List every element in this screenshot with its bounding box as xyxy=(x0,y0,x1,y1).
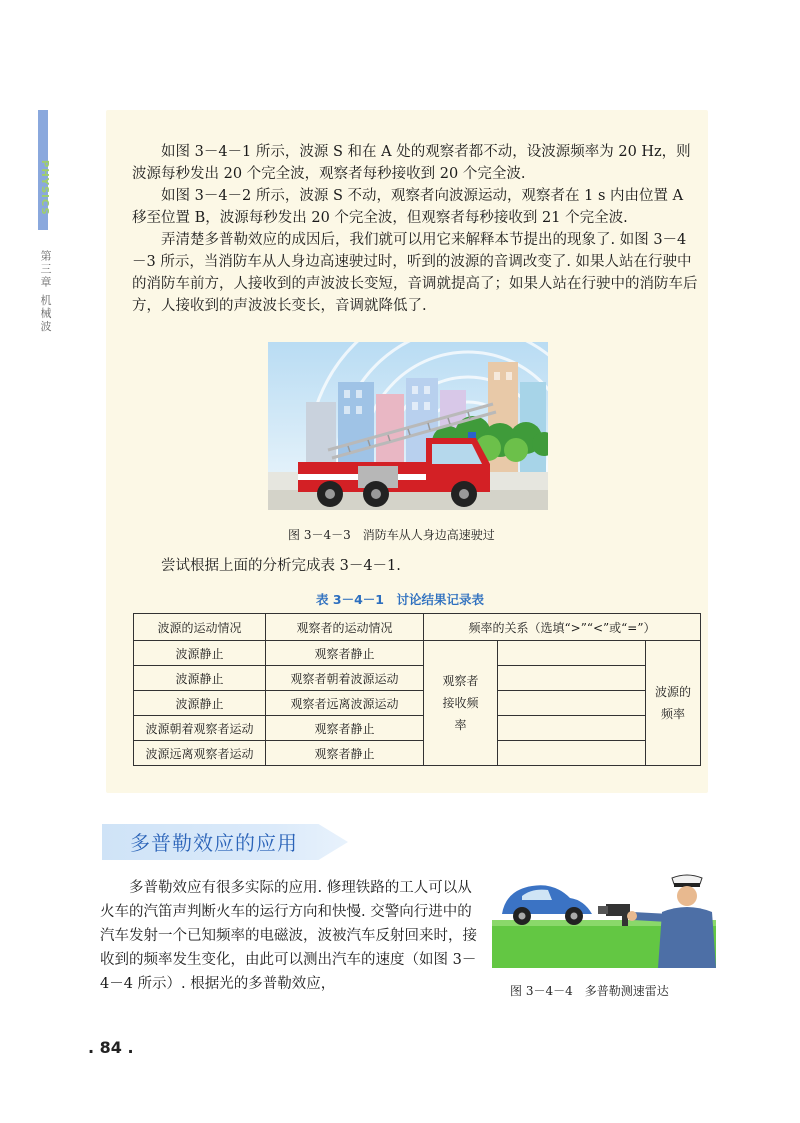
table-row xyxy=(134,716,701,741)
source-frequency-cell xyxy=(646,641,701,766)
observer-frequency-label: 观察者接收频率 xyxy=(442,674,479,732)
chapter-label: 第三章 机械波 xyxy=(39,250,52,334)
cell-source: 波源远离观察者运动 xyxy=(134,741,266,766)
table-row xyxy=(134,641,701,666)
header-frequency-relation: 频率的关系（选填“>”“<”或“=”） xyxy=(424,614,701,641)
cell-observer: 观察者朝着波源运动 xyxy=(266,666,424,691)
table-row xyxy=(134,666,701,691)
cell-source: 波源朝着观察者运动 xyxy=(134,716,266,741)
figure2-caption: 图 3－4－4 多普勒测速雷达 xyxy=(510,984,669,998)
table-header-row xyxy=(134,614,701,641)
answer-cell[interactable] xyxy=(498,716,646,741)
physics-label: PHYSICS xyxy=(39,160,50,216)
cell-source: 波源静止 xyxy=(134,666,266,691)
header-observer-motion: 观察者的运动情况 xyxy=(266,614,424,641)
header-source-motion: 波源的运动情况 xyxy=(134,614,266,641)
observer-frequency-cell xyxy=(424,641,498,766)
figure1-caption: 图 3－4－3 消防车从人身边高速驶过 xyxy=(288,528,495,542)
paragraph-1: 如图 3－4－1 所示，波源 S 和在 A 处的观察者都不动，设波源频率为 20 Hz，则波源每秒发出 20 个完全波，观察者每秒接收到 20 个完全波. xyxy=(132,144,691,182)
cell-observer: 观察者静止 xyxy=(266,716,424,741)
answer-cell[interactable] xyxy=(498,641,646,666)
cell-source: 波源静止 xyxy=(134,691,266,716)
radar-illustration xyxy=(492,868,716,968)
table-row xyxy=(134,691,701,716)
paragraph-3: 弄清楚多普勒效应的成因后，我们就可以用它来解释本节提出的现象了. 如图 3－4－3 所示，当消防车从人身边高速驶过时，听到的波源的音调改变了. 如果人站在行驶中的消防车前方，人接收到的声波波长变短，音调就提高了；如果人站在行驶中的消防车后方，人接收到的声波波长变长，音调就降低了. xyxy=(132,232,698,314)
table-title: 表 3－4－1 讨论结果记录表 xyxy=(316,592,484,607)
answer-cell[interactable] xyxy=(498,691,646,716)
page-number: . 84 . xyxy=(88,1038,134,1057)
instruction-text: 尝试根据上面的分析完成表 3－4－1. xyxy=(161,558,401,574)
cell-source: 波源静止 xyxy=(134,641,266,666)
fire-truck-scene-icon xyxy=(268,342,548,510)
section-title: 多普勒效应的应用 xyxy=(130,831,298,855)
answer-cell[interactable] xyxy=(498,741,646,766)
section-body: 多普勒效应有很多实际的应用. 修理铁路的工人可以从火车的汽笛声判断火车的运行方向和快慢. 交警向行进中的汽车发射一个已知频率的电磁波，波被汽车反射回来时，接收到的频率发生变化，由此可以测出汽车的速度（如图 3－4－4 所示）. 根据光的多普勒效应， xyxy=(100,880,477,992)
paragraph-2: 如图 3－4－2 所示，波源 S 不动，观察者向波源运动，观察者在 1 s 内由位置 A 移至位置 B，波源每秒发出 20 个完全波，但观察者每秒接收到 21 个完全波. xyxy=(132,188,684,226)
cell-observer: 观察者静止 xyxy=(266,641,424,666)
cell-observer: 观察者远离波源运动 xyxy=(266,691,424,716)
result-table xyxy=(133,613,701,766)
answer-cell[interactable] xyxy=(498,666,646,691)
source-frequency-label: 波源的频率 xyxy=(655,685,692,721)
table-row xyxy=(134,741,701,766)
speed-radar-scene-icon xyxy=(492,868,716,968)
fire-truck-illustration xyxy=(268,342,548,510)
cell-observer: 观察者静止 xyxy=(266,741,424,766)
